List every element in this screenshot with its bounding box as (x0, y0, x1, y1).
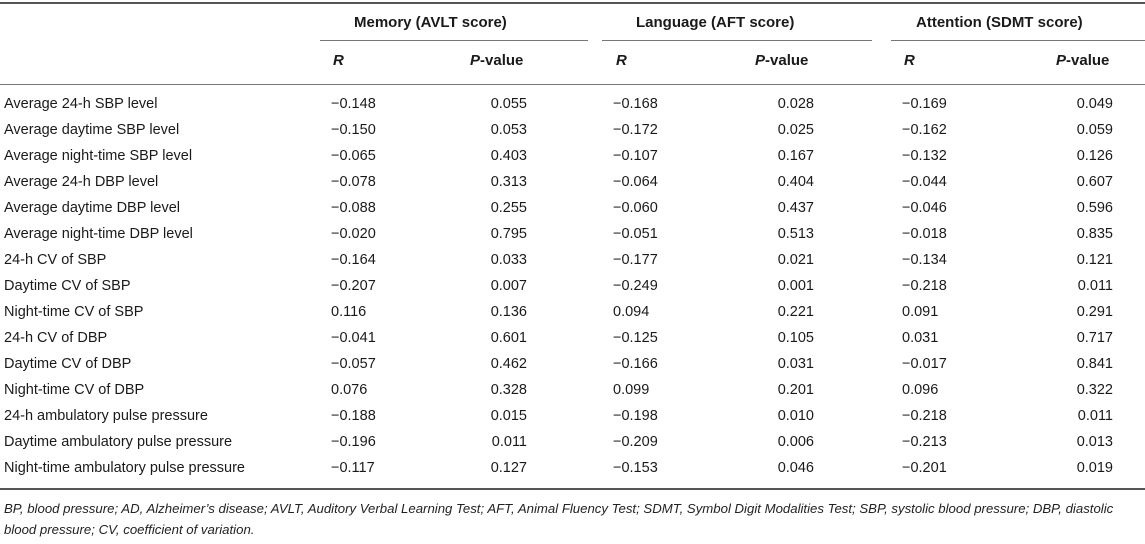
group-header-memory: Memory (AVLT score) (354, 14, 507, 31)
table-cell: 0.126 (1076, 148, 1113, 164)
table-cell: −0.117 (331, 460, 375, 476)
table-row (0, 378, 1145, 404)
table-cell: 0.025 (777, 122, 814, 138)
subheader-p-attention: P-value (1056, 52, 1110, 69)
table-cell: −0.218 (902, 278, 947, 294)
table-row (0, 196, 1145, 222)
table-cell: 0.049 (1076, 96, 1113, 112)
table-cell: 0.028 (777, 96, 814, 112)
table-cell: 0.601 (490, 330, 527, 346)
table-cell: −0.132 (902, 148, 947, 164)
table-cell: 0.404 (777, 174, 814, 190)
table-cell: −0.065 (331, 148, 376, 164)
table-cell: −0.125 (613, 330, 658, 346)
table-cell: 0.607 (1076, 174, 1113, 190)
table-cell: −0.169 (902, 96, 947, 112)
subheader-r-attention: R (904, 52, 915, 69)
table-cell: 0.105 (777, 330, 814, 346)
table-cell: 0.010 (777, 408, 814, 424)
table-cell: −0.201 (902, 460, 947, 476)
table-row (0, 118, 1145, 144)
table-cell: −0.148 (331, 96, 376, 112)
table-cell: 0.011 (1077, 278, 1113, 294)
table-row (0, 352, 1145, 378)
table-row (0, 144, 1145, 170)
row-label: Average daytime DBP level (4, 200, 180, 216)
table-cell: 0.167 (777, 148, 814, 164)
table-row (0, 248, 1145, 274)
table-cell: 0.099 (613, 382, 650, 398)
table-cell: −0.198 (613, 408, 658, 424)
table-cell: 0.403 (490, 148, 527, 164)
table-cell: −0.150 (331, 122, 376, 138)
table-cell: 0.033 (490, 252, 527, 268)
table-cell: 0.328 (490, 382, 527, 398)
group-header-attention: Attention (SDMT score) (916, 14, 1083, 31)
table-cell: 0.031 (777, 356, 814, 372)
table-cell: −0.041 (331, 330, 376, 346)
row-label: Night-time CV of DBP (4, 382, 145, 398)
table-cell: 0.596 (1076, 200, 1113, 216)
row-label: Daytime CV of DBP (4, 356, 132, 372)
table-cell: 0.221 (777, 304, 814, 320)
table-cell: 0.255 (490, 200, 527, 216)
row-label: Average night-time DBP level (4, 226, 193, 242)
table-row (0, 92, 1145, 118)
table-cell: 0.015 (490, 408, 527, 424)
table-cell: 0.201 (777, 382, 814, 398)
table-cell: −0.017 (902, 356, 947, 372)
table-cell: 0.013 (1076, 434, 1113, 450)
table-cell: −0.218 (902, 408, 947, 424)
table-cell: 0.136 (490, 304, 527, 320)
table-cell: −0.168 (613, 96, 658, 112)
row-label: Daytime CV of SBP (4, 278, 131, 294)
row-label: Average 24-h SBP level (4, 96, 158, 112)
table-cell: 0.019 (1076, 460, 1113, 476)
row-label: Average 24-h DBP level (4, 174, 159, 190)
table-cell: −0.177 (613, 252, 658, 268)
group-rule-memory (320, 40, 588, 41)
table-cell: −0.196 (331, 434, 376, 450)
table-row (0, 222, 1145, 248)
table-cell: 0.313 (490, 174, 527, 190)
table-cell: −0.057 (331, 356, 376, 372)
table-cell: 0.717 (1076, 330, 1113, 346)
table-cell: 0.001 (777, 278, 814, 294)
table-cell: 0.059 (1076, 122, 1113, 138)
table-cell: 0.841 (1076, 356, 1113, 372)
table-cell: 0.076 (331, 382, 368, 398)
table-cell: −0.207 (331, 278, 376, 294)
group-header-language: Language (AFT score) (636, 14, 795, 31)
table-cell: −0.020 (331, 226, 376, 242)
table-cell: −0.164 (331, 252, 376, 268)
group-rule-language (602, 40, 872, 41)
table-cell: 0.116 (331, 304, 367, 320)
table-cell: 0.046 (777, 460, 814, 476)
table-cell: 0.091 (902, 304, 939, 320)
table-row (0, 430, 1145, 456)
header-rule (0, 84, 1145, 85)
row-label: 24-h CV of DBP (4, 330, 108, 346)
table-cell: −0.078 (331, 174, 376, 190)
table-cell: −0.209 (613, 434, 658, 450)
table-cell: −0.188 (331, 408, 376, 424)
table-cell: 0.096 (902, 382, 939, 398)
row-label: 24-h ambulatory pulse pressure (4, 408, 208, 424)
table-cell: 0.055 (490, 96, 527, 112)
table-cell: −0.153 (613, 460, 658, 476)
table-cell: 0.462 (490, 356, 527, 372)
table-footnote: BP, blood pressure; AD, Alzheimer’s disease; AVLT, Auditory Verbal Learning Test; AFT, Animal Fluency Test; SDMT, Symbol Digit Modalities Test; SBP, systolic blood pressure; DBP, diastolic blood pressure; CV, coefficient of variation. (4, 501, 1114, 537)
table-cell: −0.249 (613, 278, 658, 294)
table-cell: −0.088 (331, 200, 376, 216)
table-cell: 0.121 (1076, 252, 1113, 268)
table-cell: 0.795 (490, 226, 527, 242)
table-cell: 0.011 (491, 434, 527, 450)
table-top-rule (0, 2, 1145, 4)
row-label: Night-time ambulatory pulse pressure (4, 460, 245, 476)
table-cell: 0.021 (777, 252, 814, 268)
row-label: Average night-time SBP level (4, 148, 193, 164)
table-row (0, 456, 1145, 482)
subheader-p-language: P-value (755, 52, 809, 69)
table-cell: 0.006 (777, 434, 814, 450)
table-cell: −0.162 (902, 122, 947, 138)
table-cell: 0.513 (777, 226, 814, 242)
table-cell: 0.437 (777, 200, 814, 216)
table-row (0, 300, 1145, 326)
row-label: Daytime ambulatory pulse pressure (4, 434, 233, 450)
table-cell: −0.213 (902, 434, 947, 450)
group-rule-attention (891, 40, 1145, 41)
table-cell: −0.107 (613, 148, 658, 164)
table-cell: 0.127 (490, 460, 527, 476)
row-label: Average daytime SBP level (4, 122, 180, 138)
subheader-r-language: R (616, 52, 627, 69)
table-cell: −0.046 (902, 200, 947, 216)
table-cell: −0.134 (902, 252, 947, 268)
table-row (0, 170, 1145, 196)
table-row (0, 404, 1145, 430)
table-cell: 0.007 (490, 278, 527, 294)
table-cell: −0.064 (613, 174, 658, 190)
table-cell: 0.031 (902, 330, 939, 346)
table-cell: −0.051 (613, 226, 658, 242)
table-cell: −0.018 (902, 226, 947, 242)
row-label: 24-h CV of SBP (4, 252, 107, 268)
table-cell: 0.011 (1077, 408, 1113, 424)
table-bottom-rule (0, 488, 1145, 490)
table-cell: −0.060 (613, 200, 658, 216)
table-cell: −0.044 (902, 174, 947, 190)
table-cell: 0.053 (490, 122, 527, 138)
table-row (0, 326, 1145, 352)
table-row (0, 274, 1145, 300)
table-cell: −0.172 (613, 122, 658, 138)
table-cell: −0.166 (613, 356, 658, 372)
subheader-p-memory: P-value (470, 52, 524, 69)
table-cell: 0.094 (613, 304, 650, 320)
table-cell: 0.835 (1076, 226, 1113, 242)
row-label: Night-time CV of SBP (4, 304, 144, 320)
table-cell: 0.291 (1076, 304, 1113, 320)
table-cell: 0.322 (1076, 382, 1113, 398)
subheader-r-memory: R (333, 52, 344, 69)
